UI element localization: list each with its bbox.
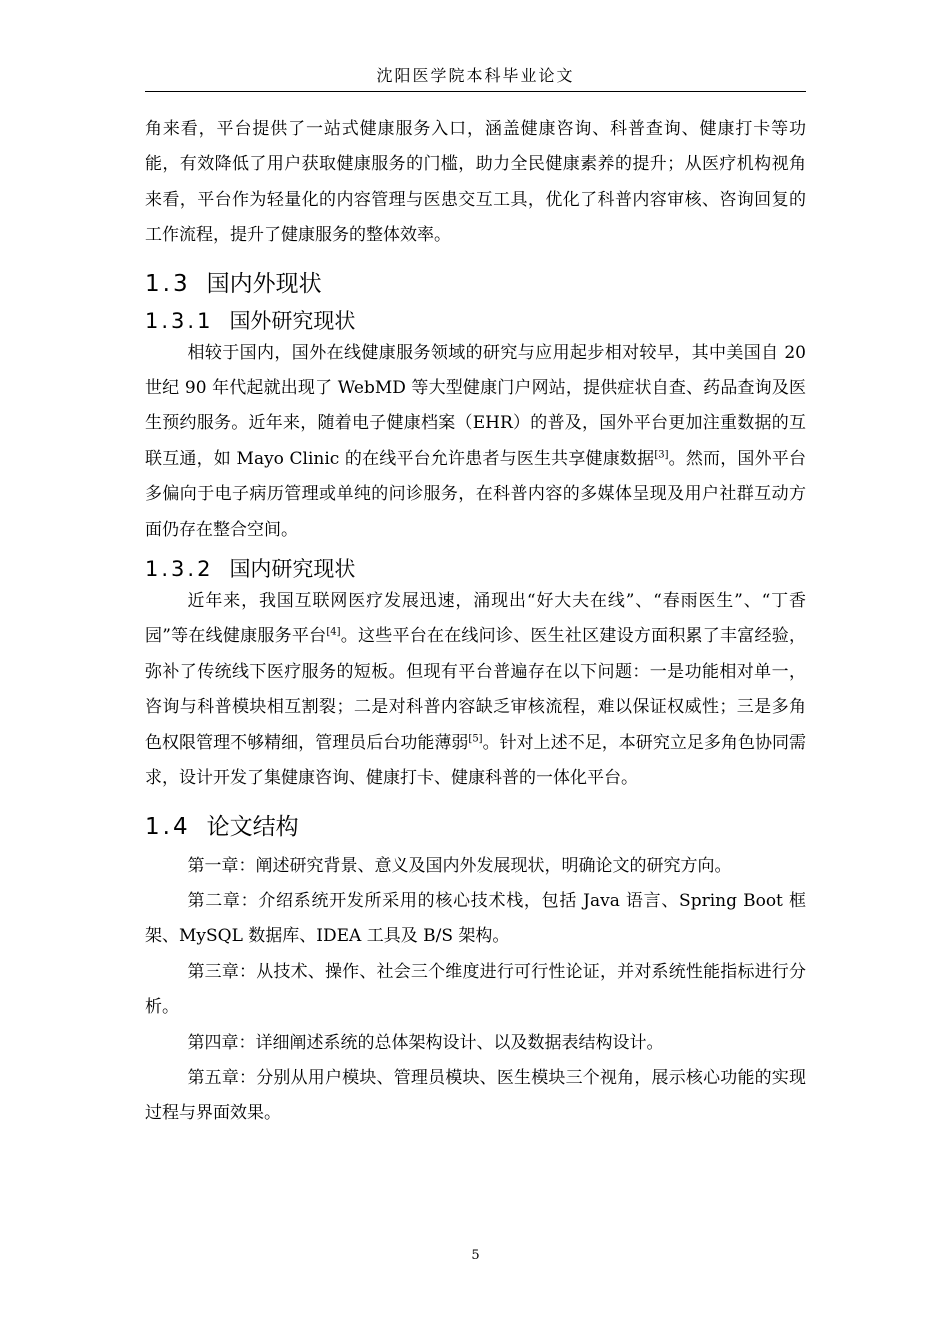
header-rule [145,91,806,92]
chapter-summary-3: 第三章：从技术、操作、社会三个维度进行可行性论证，并对系统性能指标进行分析。 [145,961,806,1018]
chapter-summary-1: 第一章：阐述研究背景、意义及国内外发展现状，明确论文的研究方向。 [187,855,732,876]
subsection-number: 1.3.2 [145,557,214,582]
citation-ref: [3] [654,449,669,461]
paragraph-domestic-research [145,584,806,796]
subsection-number: 1.3.1 [145,308,214,333]
chapter-summary-4: 第四章：详细阐述系统的总体架构设计、以及数据表结构设计。 [187,1032,664,1053]
paragraph-text: 相较于国内，国外在线健康服务领域的研究与应用起步相对较早，其中美国自 20 世纪 90 年代起就出现了 WebMD 等大型健康门户网站，提供症状自查、药品查询及医生预约服务。近年来，随着电子健康档案（EHR）的普及，国外平台更加注重数据的互联互通，如 Mayo Clinic 的在线平台允许患者与医生共享健康数据 [145,342,806,469]
subsection-heading-1-3-2 [145,554,806,584]
section-heading-1-4 [145,811,806,843]
section-title: 国内外现状 [206,270,322,297]
chapter-summary-2: 第二章：介绍系统开发所采用的核心技术栈，包括 Java 语言、Spring Boot 框架、MySQL 数据库、IDEA 工具及 B/S 架构。 [145,890,806,947]
chapter-summary-5: 第五章：分别从用户模块、管理员模块、医生模块三个视角，展示核心功能的实现过程与界面效果。 [145,1067,806,1124]
section-number: 1.4 [145,813,191,840]
citation-ref: [5] [468,733,483,745]
page-number: 5 [471,1248,480,1263]
citation-ref: [4] [326,626,341,638]
paragraph-text: 近年来，我国互联网医疗发展迅速，涌现出“好大夫在线”、“春雨医生”、“丁香园”等在线健康服务平台 [145,591,807,647]
paragraph-text: 。然而，国外平台多偏向于电子病历管理或单纯的问诊服务，在科普内容的多媒体呈现及用户社群互动方面仍存在整合空间。 [145,448,806,540]
paragraph-text: 。这些平台在在线问诊、医生社区建设方面积累了丰富经验，弥补了传统线下医疗服务的短板。但现有平台普遍存在以下问题：一是功能相对单一，咨询与科普模块相互割裂；二是对科普内容缺乏审核流程，难以保证权威性；三是多角色权限管理不够精细，管理员后台功能薄弱 [145,626,806,753]
subsection-title: 国内研究现状 [229,557,356,582]
running-header: 沈阳医学院本科毕业论文 [376,66,575,85]
section-number: 1.3 [145,270,191,297]
paragraph-text: 。针对上述不足，本研究立足多角色协同需求，设计开发了集健康咨询、健康打卡、健康科普的一体化平台。 [145,732,807,789]
subsection-heading-1-3-1 [145,306,806,336]
paragraph-intro-continued: 角来看，平台提供了一站式健康服务入口，涵盖健康咨询、科普查询、健康打卡等功能，有效降低了用户获取健康服务的门槛，助力全民健康素养的提升；从医疗机构视角来看，平台作为轻量化的内容管理与医患交互工具，优化了科普内容审核、咨询回复的工作流程，提升了健康服务的整体效率。 [145,119,806,246]
subsection-title: 国外研究现状 [229,308,356,333]
body-text [145,112,806,1132]
section-title: 论文结构 [206,813,299,840]
section-heading-1-3 [145,268,806,300]
paragraph-foreign-research [145,336,806,548]
